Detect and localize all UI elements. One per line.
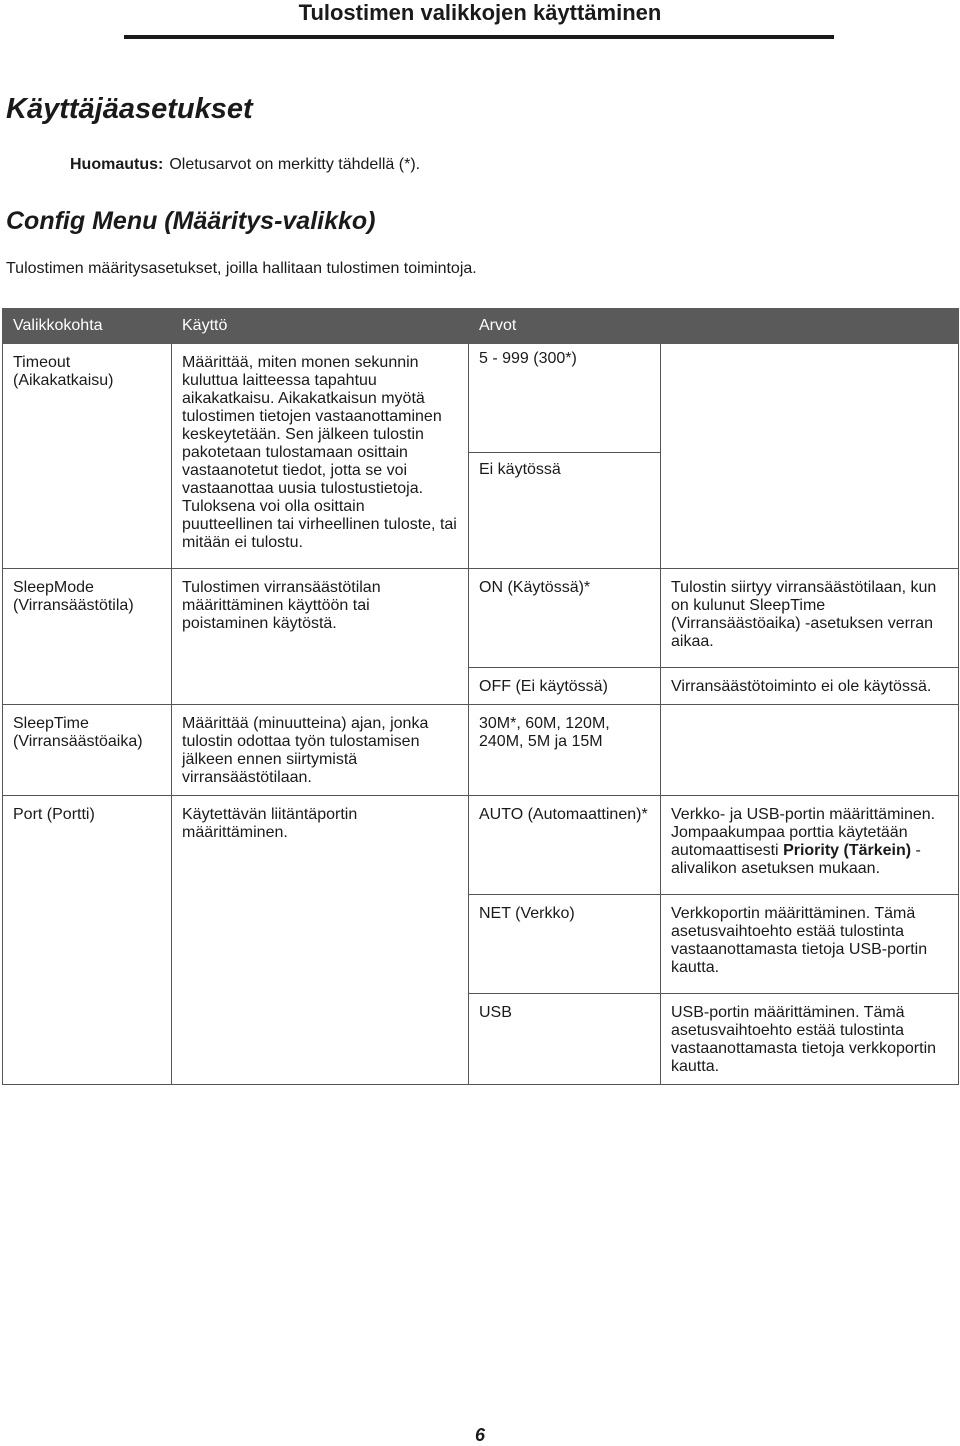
- timeout-value-range: 5 - 999 (300*): [469, 344, 661, 453]
- timeout-item: Timeout (Aikakatkaisu): [3, 344, 172, 569]
- priority-submenu-ref: Priority (Tärkein): [783, 842, 912, 859]
- config-menu-intro: Tulostimen määritysasetukset, joilla hallitaan tulostimen toimintoja.: [6, 260, 477, 277]
- port-desc-auto: [661, 796, 959, 895]
- port-desc-usb: USB-portin määrittäminen. Tämä asetusvaihtoehto estää tulostinta vastaanottamasta tietoja verkkoportin kautta.: [661, 994, 959, 1085]
- page-number: 6: [474, 1425, 485, 1445]
- timeout-desc-empty: [661, 344, 959, 569]
- sleeptime-desc-empty: [661, 705, 959, 796]
- table-row-sleeptime: [3, 705, 959, 796]
- port-item: Port (Portti): [3, 796, 172, 1085]
- column-header-values: Arvot: [469, 309, 959, 344]
- column-header-usage: Käyttö: [172, 309, 469, 344]
- config-menu-title: Config Menu (Määritys-valikko): [6, 207, 376, 235]
- sleepmode-item: SleepMode (Virransäästötila): [3, 569, 172, 705]
- table-header-row: [3, 309, 959, 344]
- column-header-item: Valikkokohta: [3, 309, 172, 344]
- sleeptime-item: SleepTime (Virransäästöaika): [3, 705, 172, 796]
- port-usage: Käytettävän liitäntäportin määrittäminen.: [172, 796, 469, 1085]
- note: [70, 155, 420, 175]
- header-rule: [124, 35, 834, 39]
- section-title: Käyttäjäasetukset: [6, 93, 253, 125]
- note-label: Huomautus:: [70, 156, 164, 173]
- sleepmode-value-off: OFF (Ei käytössä): [469, 668, 661, 705]
- timeout-usage: Määrittää, miten monen sekunnin kuluttua laitteessa tapahtuu aikakatkaisu. Aikakatkaisun myötä tulostimen tietojen vastaanottaminen keskeytetään. Sen jälkeen tulostin pakotetaan tulostamaan osittain vastaanotetut tiedot, jotta se voi vastaanottaa uusia tulostustietoja. Tuloksena voi olla osittain puutteellinen tai virheellinen tuloste, tai mitään ei tulostu.: [172, 344, 469, 569]
- port-value-net: NET (Verkko): [469, 895, 661, 994]
- table-row-port-auto: [3, 796, 959, 895]
- config-menu-table: [2, 308, 959, 1085]
- port-value-auto: AUTO (Automaattinen)*: [469, 796, 661, 895]
- timeout-value-disabled: Ei käytössä: [469, 452, 661, 568]
- port-value-usb: USB: [469, 994, 661, 1085]
- running-header: Tulostimen valikkojen käyttäminen: [298, 0, 662, 25]
- sleepmode-usage: Tulostimen virransäästötilan määrittäminen käyttöön tai poistaminen käytöstä.: [172, 569, 469, 705]
- sleepmode-desc-off: Virransäästötoiminto ei ole käytössä.: [661, 668, 959, 705]
- port-desc-auto-text: Verkko- ja USB-portin määrittäminen. Jompaakumpaa porttia käytetään automaattisesti: [671, 806, 936, 859]
- port-desc-net: Verkkoportin määrittäminen. Tämä asetusvaihtoehto estää tulostinta vastaanottamasta tietoja USB-portin kautta.: [661, 895, 959, 994]
- sleeptime-usage: Määrittää (minuutteina) ajan, jonka tulostin odottaa työn tulostamisen jälkeen ennen siirtymistä virransäästötilaan.: [172, 705, 469, 796]
- note-text: Oletusarvot on merkitty tähdellä (*).: [169, 156, 421, 173]
- port-desc-auto-text-end: -alivalikon asetuksen mukaan.: [671, 842, 921, 877]
- sleepmode-value-on: ON (Käytössä)*: [469, 569, 661, 668]
- table-row-timeout: [3, 344, 959, 453]
- sleepmode-desc-on: Tulostin siirtyy virransäästötilaan, kun on kulunut SleepTime (Virransäästöaika) -asetuksen verran aikaa.: [661, 569, 959, 668]
- table-row-sleepmode: [3, 569, 959, 668]
- sleeptime-value: 30M*, 60M, 120M, 240M, 5M ja 15M: [469, 705, 661, 796]
